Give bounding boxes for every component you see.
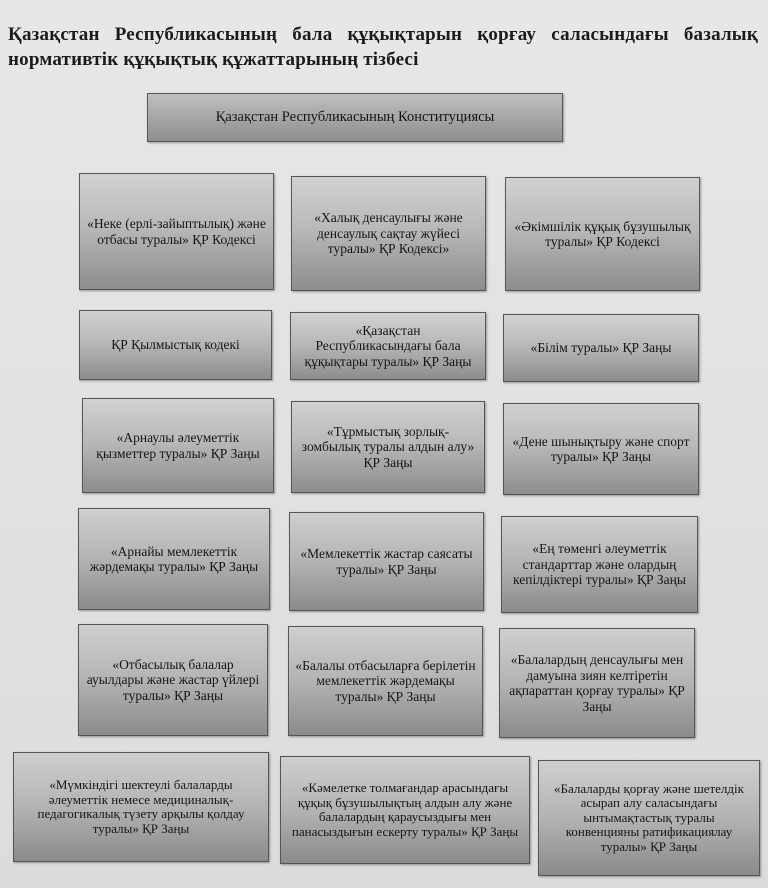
doc-box-label: «Қазақстан Республикасындағы бала құқықтары туралы» ҚР Заңы xyxy=(304,322,472,369)
doc-box-label: «Кәмелетке толмағандар арасындағы құқық бұзушылықтың алдын алу және балалардың қараусыздығы мен панасыздығын ескерту туралы» ҚР Заңы xyxy=(291,780,519,839)
doc-box-label: «Ең төменгі әлеуметтік стандарттар және олардың кепілдіктері туралы» ҚР Заңы xyxy=(513,541,686,588)
doc-box-disabled-children-support-law xyxy=(13,752,269,862)
doc-box-label: «Арнайы мемлекеттік жәрдемақы туралы» ҚР Заңы xyxy=(89,543,259,574)
doc-box-family-allowance-law xyxy=(288,626,483,736)
doc-box-harmful-information-law xyxy=(499,628,695,738)
doc-box-special-state-allowance-law xyxy=(78,508,270,610)
doc-box-label: «Тұрмыстық зорлық-зомбылық туралы алдын алу» ҚР Заңы xyxy=(301,423,475,470)
doc-box-label: «Мемлекеттік жастар саясаты туралы» ҚР Заңы xyxy=(300,546,473,577)
doc-box-education-law xyxy=(503,314,699,382)
doc-box-label: «Мүмкіндігі шектеулі балаларды әлеуметтік немесе медициналық-педагогикалық түзету арқылы қолдау туралы» ҚР Заңы xyxy=(37,777,245,836)
doc-box-juvenile-offence-prevention-law xyxy=(280,756,530,864)
doc-box-label: «Неке (ерлі-зайыптылық) және отбасы туралы» ҚР Кодексі xyxy=(87,216,266,247)
doc-box-health-code xyxy=(291,176,486,291)
doc-box-label: «Әкімшілік құқық бұзушылық туралы» ҚР Кодексі xyxy=(514,218,691,249)
doc-box-criminal-code xyxy=(79,310,272,380)
document-title: Қазақстан Республикасының бала құқықтарын қорғау саласындағы базалық нормативтік құқықтық құжаттарының тізбесі xyxy=(8,24,758,70)
doc-box-childrens-villages-law xyxy=(78,624,268,736)
doc-box-label: «Білім туралы» ҚР Заңы xyxy=(530,340,672,356)
constitution-label: Қазақстан Республикасының Конституциясы xyxy=(215,108,495,125)
doc-box-adoption-convention-law xyxy=(538,760,760,876)
doc-box-label: «Балалы отбасыларға берілетін мемлекеттік жәрдемақы туралы» ҚР Заңы xyxy=(295,657,476,704)
doc-box-label: «Дене шынықтыру және спорт туралы» ҚР Заңы xyxy=(512,433,690,464)
doc-box-label: ҚР Қылмыстық кодекі xyxy=(111,337,240,353)
doc-box-special-social-services-law xyxy=(82,398,274,493)
doc-box-label: «Халық денсаулығы және денсаулық сақтау жүйесі туралы» ҚР Кодексі» xyxy=(314,210,463,257)
doc-box-label: «Балалардың денсаулығы мен дамуына зиян келтіретін ақпараттан қорғау туралы» ҚР Заңы xyxy=(509,652,685,714)
doc-box-label: «Балаларды қорғау және шетелдік асырап алу саласындағы ынтымақтастық туралы конвенцияны ратификациялау туралы» ҚР Заңы xyxy=(554,780,744,854)
doc-box-child-rights-law xyxy=(290,312,486,380)
doc-box-label: «Отбасылық балалар ауылдары және жастар үйлері туралы» ҚР Заңы xyxy=(86,656,260,703)
doc-box-label: «Арнаулы әлеуметтік қызметтер туралы» ҚР Заңы xyxy=(96,430,260,461)
doc-box-youth-policy-law xyxy=(289,512,484,611)
doc-box-marriage-family-code xyxy=(79,173,274,290)
doc-box-domestic-violence-law xyxy=(291,401,485,493)
constitution-box xyxy=(147,93,563,142)
doc-box-sports-law xyxy=(503,403,699,495)
doc-box-administrative-code xyxy=(505,177,700,291)
doc-box-social-standards-law xyxy=(501,516,698,613)
